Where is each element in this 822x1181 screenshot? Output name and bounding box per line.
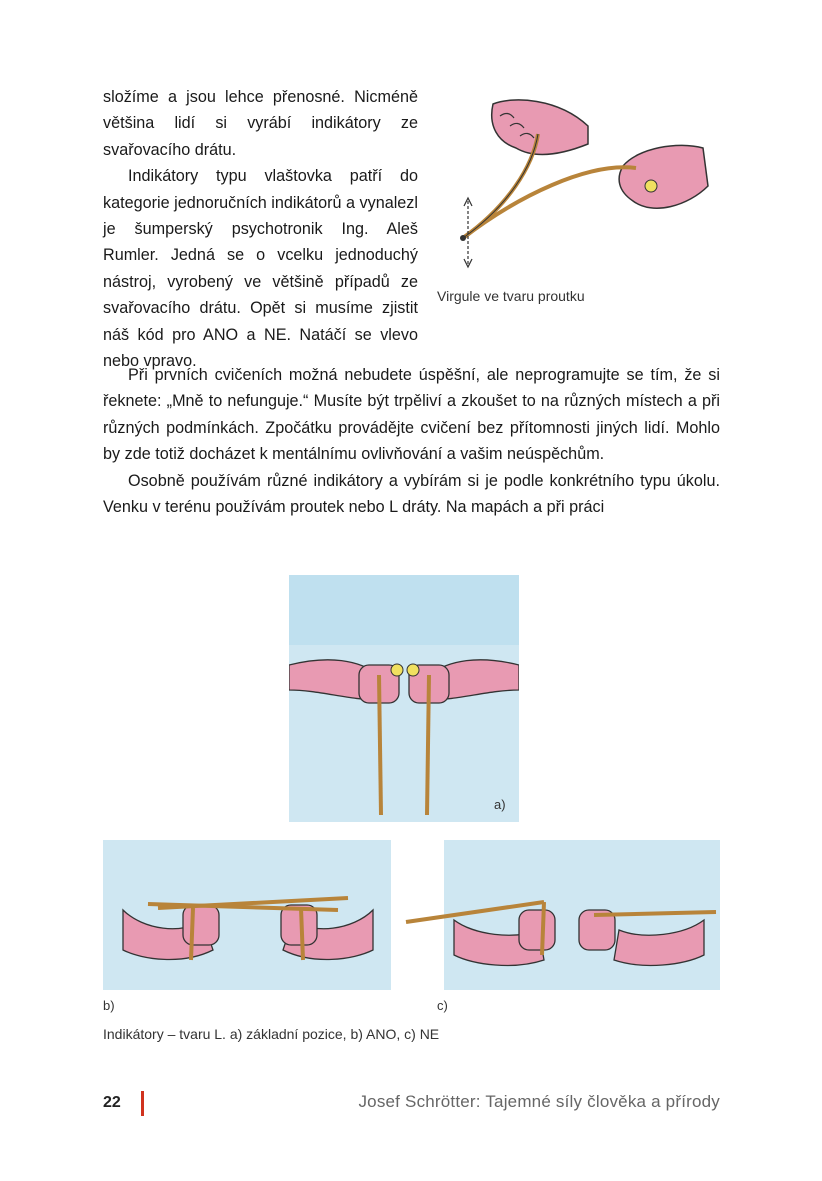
figure-label-b: b) [103,998,115,1013]
l-rods-basic-position-illustration [289,575,519,822]
footer-accent-bar [141,1091,144,1116]
paragraph: Při prvních cvičeních možná nebudete úspěšní, ale neprogramujte se tím, že si řeknete: „Mně to nefunguje.“ Musíte být trpěliví a zkoušet to na různých místech a při různých podmínkách. Zpočátku provádějte cvičení bez přítomnosti jiných lidí. Mohlo by zde totiž docházet k mentálnímu ovlivňování a vašim neúspěchům. [103,366,720,464]
l-rods-no-illustration [404,840,720,990]
figure-caption: Indikátory – tvaru L. a) základní pozice, b) ANO, c) NE [103,1026,440,1042]
figure-label-a: a) [494,797,506,812]
figure-label-c: c) [437,998,448,1013]
full-width-text [103,362,720,520]
page-number: 22 [103,1094,121,1111]
paragraph: Osobně používám různé indikátory a vybírám si je podle konkrétního typu úkolu. Venku v terénu používám proutek nebo L dráty. Na mapách a při práci [103,471,720,517]
dowsing-rod-illustration [438,86,720,282]
float-text-column [103,84,418,374]
figure-caption: Virgule ve tvaru proutku [437,288,585,304]
running-title: Josef Schrötter: Tajemné síly člověka a přírody [358,1092,720,1111]
paragraph: složíme a jsou lehce přenosné. Nicméně většina lidí si vyrábí indikátory ze svařovacího drátu. [103,88,418,159]
l-rods-yes-illustration [103,840,391,990]
paragraph: Indikátory typu vlaštovka patří do kategorie jednoručních indikátorů a vynalezl je šumperský psychotronik Ing. Aleš Rumler. Jedná se o vcelku jednoduchý nástroj, vyrobený ve většině případů ze svařovacího drátu. Opět si musíme zjistit náš kód pro ANO a NE. Natáčí se vlevo nebo vpravo. [103,167,418,371]
